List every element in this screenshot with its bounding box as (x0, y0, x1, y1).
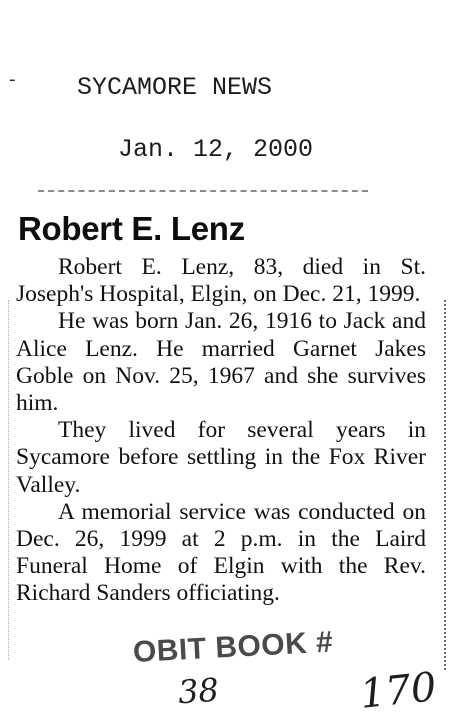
obituary-paragraph: They lived for several years in Sycamore before settling in the Fox River Valley. (16, 417, 426, 498)
obit-book-stamp: OBIT BOOK # (132, 625, 335, 669)
publication-date: Jan. 12, 2000 (118, 135, 314, 164)
obituary-paragraph: He was born Jan. 26, 1916 to Jack and Alice Lenz. He married Garnet Jakes Goble on Nov. 25, 1967 and she survives him. (16, 308, 426, 417)
scrap-mark: ـ (10, 68, 15, 86)
newspaper-source: SYCAMORE NEWS (77, 73, 273, 102)
handwritten-number-left: 38 (176, 670, 220, 712)
handwritten-number-right: 170 (357, 664, 439, 718)
obituary-paragraph: Robert E. Lenz, 83, died in St. Joseph's Hospital, Elgin, on Dec. 21, 1999. (16, 254, 426, 308)
obituary-paragraph: A memorial service was conducted on Dec. 26, 1999 at 2 p.m. in the Laird Funeral Home of Elgin with the Rev. Richard Sanders officiating. (16, 498, 426, 607)
clipping-edge-left (8, 300, 9, 660)
clipping-divider (38, 190, 368, 192)
clipping-edge-right (444, 300, 446, 670)
obituary-headline: Robert E. Lenz (18, 210, 245, 247)
obituary-body (16, 254, 426, 608)
